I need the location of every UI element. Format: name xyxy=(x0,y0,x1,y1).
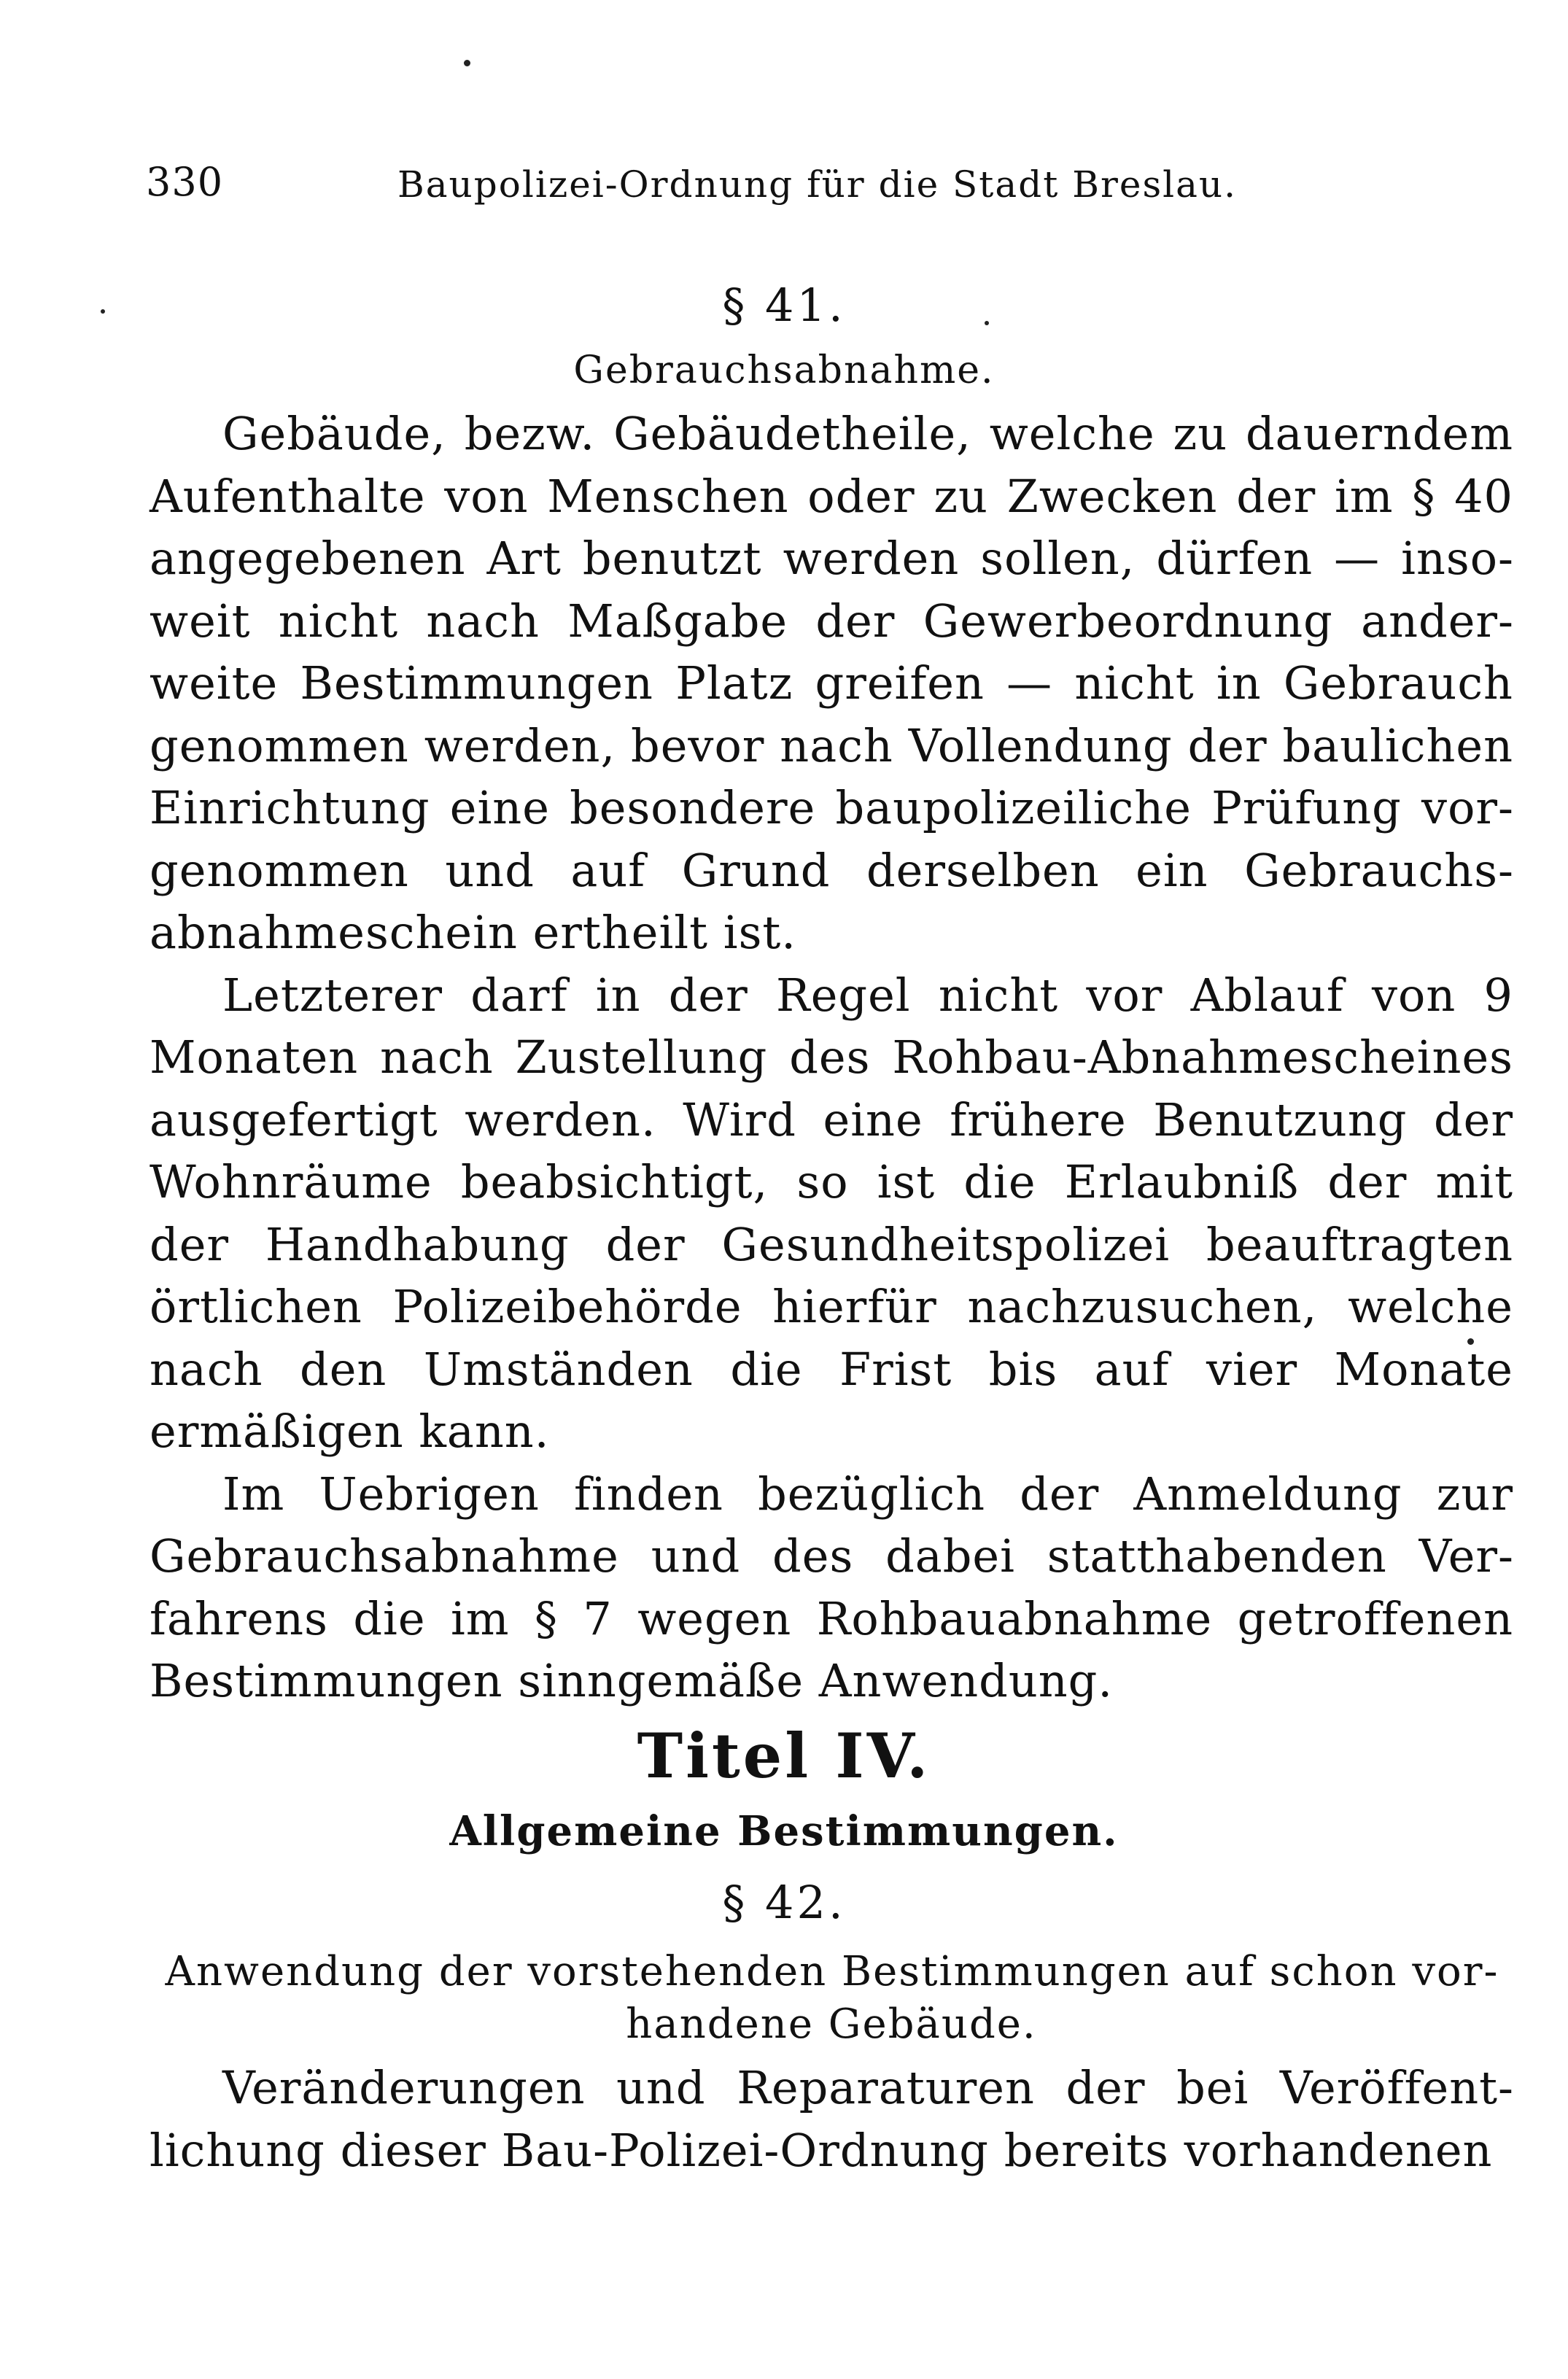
paragraph: Veränderungen und Reparaturen der bei Veröffentlichung dieser Bau-Polizei-Ordnung bereits vorhandenen xyxy=(150,2061,1513,2177)
paragraph: Gebäude, bezw. Gebäudetheile, welche zu dauerndem Aufenthalte von Menschen oder zu Zwecken der im § 40 angegebenen Art benutzt werden sollen, dürfen — insoweit nicht nach Maßgabe der Gewerbeordnung anderweite Bestimmungen Platz greifen — nicht in Gebrauch genommen werden, bevor nach Vollendung der baulichen Einrichtung eine besondere baupolizeiliche Prüfung vorgenommen und auf Grund derselben ein Gebrauchsabnahmeschein ertheilt ist. xyxy=(150,407,1513,959)
section-41-heading: Gebrauchsabnahme. xyxy=(573,349,995,392)
title-iv: Titel IV. xyxy=(637,1720,931,1792)
title-iv-subtitle: Allgemeine Bestimmungen. xyxy=(449,1807,1119,1855)
paragraph: Im Uebrigen finden bezüglich der Anmeldung zur Gebrauchsabnahme und des dabei statthabenden Verfahrens die im § 7 wegen Rohbauabnahme getroffenen Bestimmungen sinngemäße Anwendung. xyxy=(150,1467,1513,1707)
running-head xyxy=(146,159,1254,217)
section-41-mark: § 41. xyxy=(722,279,846,332)
page-number: 330 xyxy=(146,159,224,205)
section-42-body xyxy=(150,2057,1513,2181)
paragraph: Letzterer darf in der Regel nicht vor Ablauf von 9 Monaten nach Zustellung des Rohbau-Abnahmescheines ausgefertigt werden. Wird eine frühere Benutzung der Wohnräume beabsichtigt, so ist die Erlaubniß der mit der Handhabung der Gesundheitspolizei beauftragten örtlichen Polizeibehörde hierfür nachzusuchen, welche nach den Umständen die Frist bis auf vier Monate ermäßigen kann. xyxy=(150,968,1513,1458)
section-41-body xyxy=(150,403,1513,1712)
section-42-mark: § 42. xyxy=(722,1876,846,1929)
ink-speck xyxy=(464,60,470,66)
running-title: Baupolizei-Ordnung für die Stadt Breslau. xyxy=(397,163,1237,206)
section-42-heading: Anwendung der vorstehenden Bestimmungen auf schon vorhandene Gebäude. xyxy=(165,1948,1498,2048)
